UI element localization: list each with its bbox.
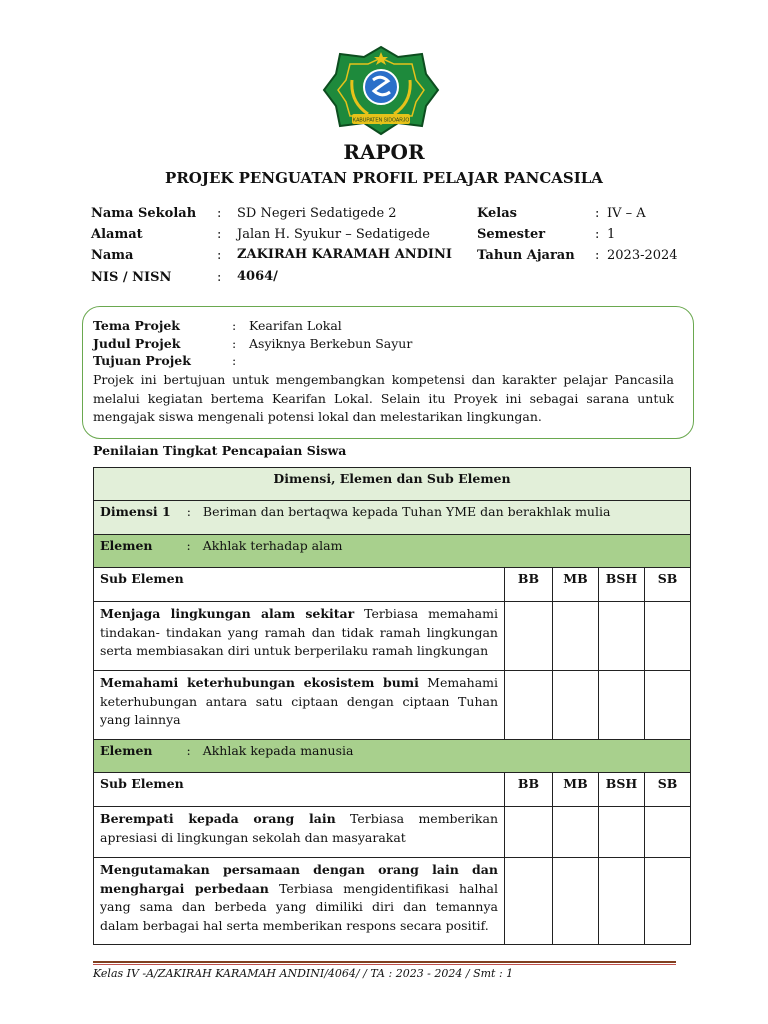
sub-element-desc: Terbiasa memahami tindakan- tindakan yang ramah dan tidak ramah lingkungan serta membiasakan diri untuk berperilaku ramah lingkungan [100, 606, 498, 658]
score-cell-bb [505, 807, 553, 858]
sub-element-title: Menjaga lingkungan alam sekitar [100, 606, 355, 621]
score-header-bsh: BSH [599, 773, 645, 807]
nis-label: NIS / NISN [91, 270, 172, 285]
element-label: Elemen [100, 538, 153, 553]
score-cell-bb [505, 602, 553, 671]
student-name-label: Nama [91, 248, 134, 263]
colon: : [217, 248, 222, 263]
colon: : [217, 206, 222, 221]
class-value: IV – A [607, 206, 646, 221]
table-row [94, 858, 691, 945]
colon: : [186, 743, 191, 758]
sub-element-header-row [94, 568, 691, 602]
score-cell-mb [553, 602, 599, 671]
dimension-label: Dimensi 1 [100, 504, 171, 519]
logo-banner-text: KABUPATEN SIDOARJO [352, 117, 410, 124]
colon: : [217, 227, 222, 242]
score-cell-sb [645, 807, 691, 858]
table-row [94, 602, 691, 671]
element-row [94, 740, 691, 773]
school-year-label: Tahun Ajaran [477, 248, 575, 263]
sub-element-desc: Memahami keterhubungan antara satu ciptaan dengan ciptaan Tuhan yang lainnya [100, 675, 498, 727]
sub-element-desc: Terbiasa memberikan apresiasi di lingkungan sekolah dan masyarakat [100, 811, 498, 845]
score-header-sb: SB [645, 568, 691, 602]
table-row [94, 671, 691, 740]
colon: : [232, 336, 237, 351]
sub-element-cell [94, 671, 505, 740]
nis-value: 4064/ [237, 269, 278, 284]
school-year-value: 2023-2024 [607, 248, 678, 263]
colon: : [595, 206, 600, 221]
element-cell [94, 740, 691, 773]
score-header-sb: SB [645, 773, 691, 807]
element-label: Elemen [100, 743, 153, 758]
element-name: Akhlak kepada manusia [202, 743, 354, 758]
score-cell-sb [645, 858, 691, 945]
school-name-label: Nama Sekolah [91, 206, 197, 221]
colon: : [595, 227, 600, 242]
sub-element-desc: Terbiasa mengidentifikasi halhal yang sama dan berbeda yang dimiliki diri dan temannya dalam berbagai hal serta memberikan respons secara positif. [100, 880, 498, 933]
element-row [94, 535, 691, 568]
project-theme-label: Tema Projek [93, 318, 180, 333]
school-name-value: SD Negeri Sedatigede 2 [237, 206, 397, 221]
sub-element-cell [94, 807, 505, 858]
sub-element-title: Mengutamakan persamaan dengan orang lain dan menghargai perbedaan [100, 862, 498, 896]
score-header-mb: MB [553, 773, 599, 807]
colon: : [595, 248, 600, 263]
regency-emblem-logo [322, 44, 440, 136]
address-value: Jalan H. Syukur – Sedatigede [237, 227, 430, 242]
report-subtitle: PROJEK PENGUATAN PROFIL PELAJAR PANCASILA [165, 169, 603, 187]
table-row [94, 807, 691, 858]
dimension-row [94, 501, 691, 535]
address-label: Alamat [91, 227, 143, 242]
semester-value: 1 [607, 227, 616, 242]
score-cell-bsh [599, 671, 645, 740]
score-header-bb: BB [505, 568, 553, 602]
colon: : [186, 538, 191, 553]
element-name: Akhlak terhadap alam [202, 538, 343, 553]
sub-element-cell [94, 858, 505, 945]
project-title-value: Asyiknya Berkebun Sayur [249, 336, 413, 351]
score-cell-bsh [599, 807, 645, 858]
element-cell [94, 535, 691, 568]
score-header-bsh: BSH [599, 568, 645, 602]
score-header-bb: BB [505, 773, 553, 807]
student-name-value: ZAKIRAH KARAMAH ANDINI [237, 247, 452, 262]
footer-divider [93, 961, 676, 963]
footer-text: Kelas IV -A/ZAKIRAH KARAMAH ANDINI/4064/ / TA : 2023 - 2024 / Smt : 1 [93, 967, 514, 980]
score-cell-mb [553, 671, 599, 740]
dimension-value: Beriman dan bertaqwa kepada Tuhan YME dan berakhlak mulia [202, 504, 611, 519]
class-label: Kelas [477, 206, 517, 221]
project-title-label: Judul Projek [93, 336, 181, 351]
score-cell-bsh [599, 602, 645, 671]
dimension-cell [94, 501, 691, 535]
semester-label: Semester [477, 227, 546, 242]
sub-element-header: Sub Elemen [94, 773, 505, 807]
sub-element-title: Memahami keterhubungan ekosistem bumi [100, 675, 419, 690]
score-cell-mb [553, 807, 599, 858]
sub-element-title: Berempati kepada orang lain [100, 811, 336, 826]
assessment-section-title: Penilaian Tingkat Pencapaian Siswa [93, 443, 347, 458]
colon: : [232, 353, 237, 368]
score-cell-bsh [599, 858, 645, 945]
assessment-table [93, 467, 691, 945]
score-cell-bb [505, 858, 553, 945]
project-goal-label: Tujuan Projek [93, 353, 191, 368]
score-cell-bb [505, 671, 553, 740]
colon: : [217, 270, 222, 285]
table-title-row [94, 468, 691, 501]
project-description: Projek ini bertujuan untuk mengembangkan kompetensi dan karakter pelajar Pancasila melalui kegiatan bertema Kearifan Lokal. Selain itu Proyek ini sebagai sarana untuk mengajak siswa mengenali potensi lokal dan melestarikan lingkungan. [93, 372, 674, 424]
score-cell-sb [645, 671, 691, 740]
score-header-mb: MB [553, 568, 599, 602]
sub-element-header-row [94, 773, 691, 807]
colon: : [186, 504, 191, 519]
sub-element-header: Sub Elemen [94, 568, 505, 602]
footer-divider [93, 964, 676, 965]
colon: : [232, 318, 237, 333]
project-theme-value: Kearifan Lokal [249, 318, 342, 333]
table-title: Dimensi, Elemen dan Sub Elemen [94, 468, 691, 501]
report-title: RAPOR [343, 140, 425, 164]
sub-element-cell [94, 602, 505, 671]
score-cell-mb [553, 858, 599, 945]
score-cell-sb [645, 602, 691, 671]
